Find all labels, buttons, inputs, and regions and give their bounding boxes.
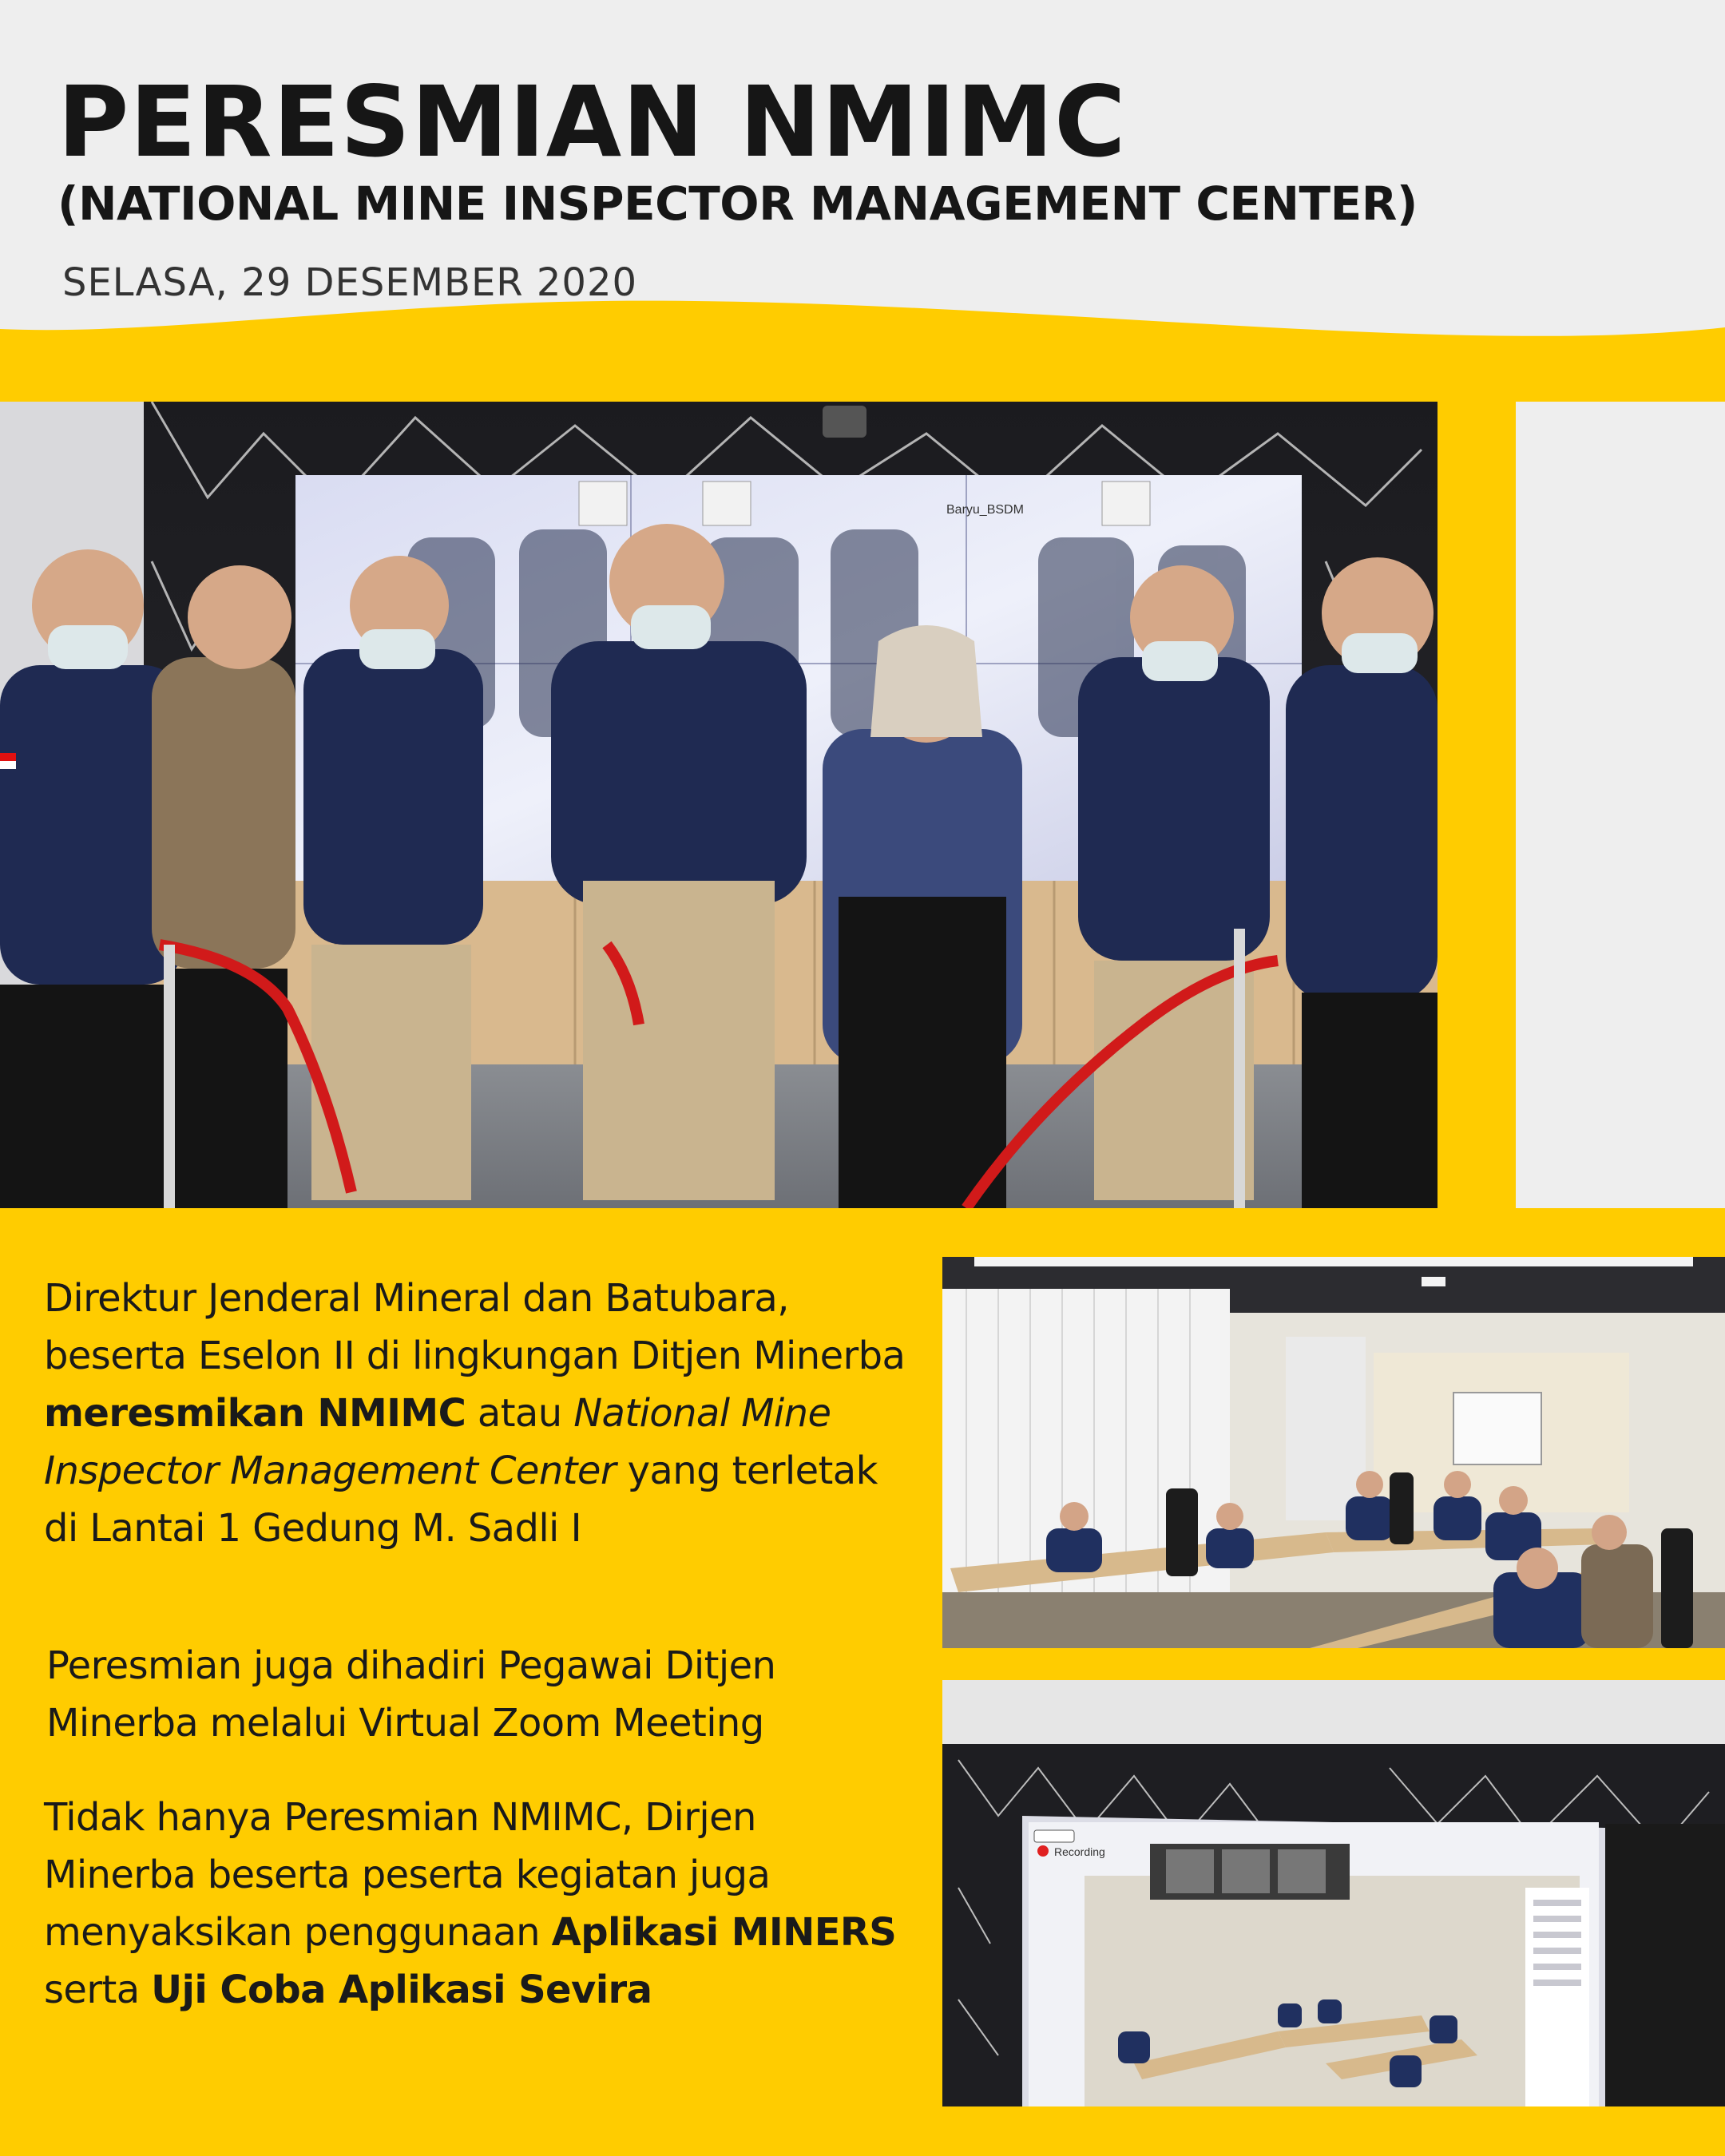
page-title: PERESMIAN NMIMC [58,65,1127,179]
meeting-room-photo [942,1257,1725,1648]
intro-highlight: meresmikan NMIMC [44,1391,466,1436]
side-panel [1516,402,1725,1208]
apps-sevira: Uji Coba Aplikasi Sevira [151,1968,652,2012]
zoom-paragraph: Peresmian juga dihadiri Pegawai Ditjen Minerba melalui Virtual Zoom Meeting [46,1643,776,1746]
apps-miners: Aplikasi MINERS [551,1910,897,1955]
apps-text-1: Tidak hanya Peresmian NMIMC, Dirjen Minerba beserta peserta kegiatan juga menyaksikan penggunaan [44,1795,771,1955]
recording-label: Recording [1054,1845,1105,1858]
screen-caption: Baryu_BSDM [946,503,1024,517]
page-subtitle: (NATIONAL MINE INSPECTOR MANAGEMENT CENTER) [58,176,1418,231]
intro-center-name: National Mine Inspector Management Center [44,1391,831,1493]
intro-paragraph [44,1270,906,1557]
apps-text-2: serta [44,1968,152,2012]
ribbon-cutting-photo [0,402,1438,1208]
flag-icon [0,753,16,769]
intro-text-3: yang terletak di Lantai 1 Gedung M. Sadli I [44,1449,878,1551]
intro-text-2: atau [466,1391,574,1436]
intro-text-1: Direktur Jenderal Mineral dan Batubara, beserta Eselon II di lingkungan Ditjen Minerba [44,1276,906,1378]
video-wall-photo [942,1680,1725,2106]
apps-paragraph [44,1789,906,2019]
event-date: SELASA, 29 DESEMBER 2020 [62,260,638,305]
